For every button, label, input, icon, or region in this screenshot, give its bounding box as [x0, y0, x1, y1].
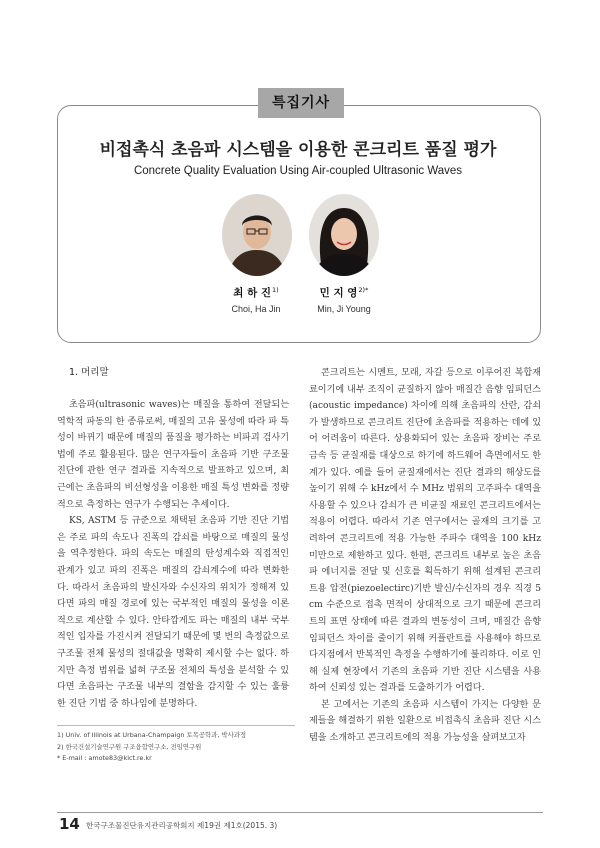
page-number: 14 [59, 815, 80, 833]
footnote: * E-mail : amote83@kict.re.kr [57, 754, 152, 763]
footer-divider [57, 812, 543, 813]
section-heading: 1. 머리말 [69, 367, 109, 378]
body-paragraph: 초음파(ultrasonic waves)는 매질을 통하여 전달되는 역학적 파동의 한 종류로써, 매질의 고유 물성에 따라 파 특성이 바뀌기 때문에 매질의 품질을 평가하는 비파괴 검사기법에 주로 활용된다. 많은 연구자들이 초음파 기반 구조물 진단에 관한 연구 결과를 지속적으로 발표하고 있으며, 최근에는 초음파의 비선형성을 이용한 매질 특성 변화를 정량적으로 측정하는 연구가 수행되는 추세이다. [57, 400, 289, 510]
author-name-korean: 최 하 진$^{1)}$ [233, 285, 279, 299]
left-column [57, 365, 289, 712]
author-name-korean: 민 지 영$^{2)*}$ [319, 285, 369, 299]
journal-citation: 한국구조물진단유지관리공학회지 제19권 제1호(2015. 3) [86, 821, 278, 830]
body-paragraph: KS, ASTM 등 규준으로 채택된 초음파 기반 진단 기법은 주로 파의 속도나 진폭의 감쇠를 바탕으로 매질의 물성을 역추정한다. 파의 속도는 매질의 탄성계수와 직접적인 관계가 있고 파의 진폭은 매질의 감쇠계수에 따라 변화한다. 따라서 초음파의 발신자와 수신자의 위치가 정해져 있다면 파의 매질 경로에 있는 국부적인 매질의 물성을 이론적으로 계산할 수 있다. 안타깝게도 파는 매질의 내부 국부적인 입자를 가진시켜 전달되기 때문에 몇 번의 측정값으로 구조물 전체 물성의 절대값을 명확히 제시할 수는 없다. 하지만 측정 범위를 넓혀 구조물 전체의 특성을 분석할 수 있다면 초음파는 구조물 내부의 결함을 감지할 수 있는 훌륭한 진단 기법 중 하나임에 분명하다. [57, 516, 289, 709]
author-photo-min [309, 194, 379, 276]
author-photo-choi [222, 194, 292, 276]
section-tag: 특집기사 [258, 88, 344, 118]
body-paragraph: 콘크리트는 시멘트, 모래, 자갈 등으로 이루어진 복합재료이기에 내부 조직이 균질하지 않아 매질간 음향 임피던스(acoustic impedance) 차이에 의해 초음파의 산란, 감쇠가 발생하므로 콘크리트 진단에 초음파를 적용하는 데에 있어 어려움이 따른다. 상용화되어 있는 초음파 장비는 주로 금속 등 균질재를 대상으로 하기에 하드웨어 측면에서도 한계가 있다. 예를 들어 균질재에서는 진단 결과의 해상도를 높이기 위해 수 kHz에서 수 MHz 범위의 고주파수 대역을 사용할 수 있으나 감쇠가 큰 비균질 재료인 콘크리트에서는 적용이 어렵다. 따라서 기존 연구에서는 골재의 크기를 고려하여 콘크리트에 적용 가능한 주파수 대역을 100 kHz 미만으로 제한하고 있다. 한편, 콘크리트 내부로 높은 초음파 에너지를 전달 및 신호를 획득하기 위해 설계된 콘크리트용 압전(piezoelectirc)기반 발신/수신자의 경우 직경 5 cm 수준으로 접촉 면적이 상대적으로 크기 때문에 콘크리트의 표면 상태에 따른 결과의 변동성이 크며, 매질간 음향 임피던스 차이를 줄이기 위해 커플란트를 사용해야 하므로 다지점에서 반복적인 측정을 수행하기에 불리하다. 이로 인해 실제 현장에서 기존의 초음파 기반 진단 시스템을 사용하여 신뢰성 있는 결과를 도출하기가 어렵다. [309, 368, 541, 694]
author-name-english: Min, Ji Young [317, 304, 371, 314]
right-column [309, 365, 541, 747]
author-name-english: Choi, Ha Jin [231, 304, 281, 314]
article-title-english: Concrete Quality Evaluation Using Air-coupled Ultrasonic Waves [133, 165, 463, 177]
footnote: 1) Univ. of Illinois at Urbana-Champaign 토목공학과, 박사과정 [57, 731, 247, 739]
footnotes [57, 730, 295, 765]
article-title-korean: 비접촉식 초음파 시스템을 이용한 콘크리트 품질 평가 [99, 140, 497, 160]
footnote-divider [57, 725, 295, 726]
footnote: 2) 한국건설기술연구원 구조융합연구소, 전임연구원 [57, 742, 202, 751]
body-paragraph: 본 고에서는 기존의 초음파 시스템이 가지는 다양한 문제들을 해결하기 위한 일환으로 비접촉식 초음파 진단 시스템을 소개하고 콘크리트에의 적용 가능성을 살펴보고자 [309, 699, 541, 744]
